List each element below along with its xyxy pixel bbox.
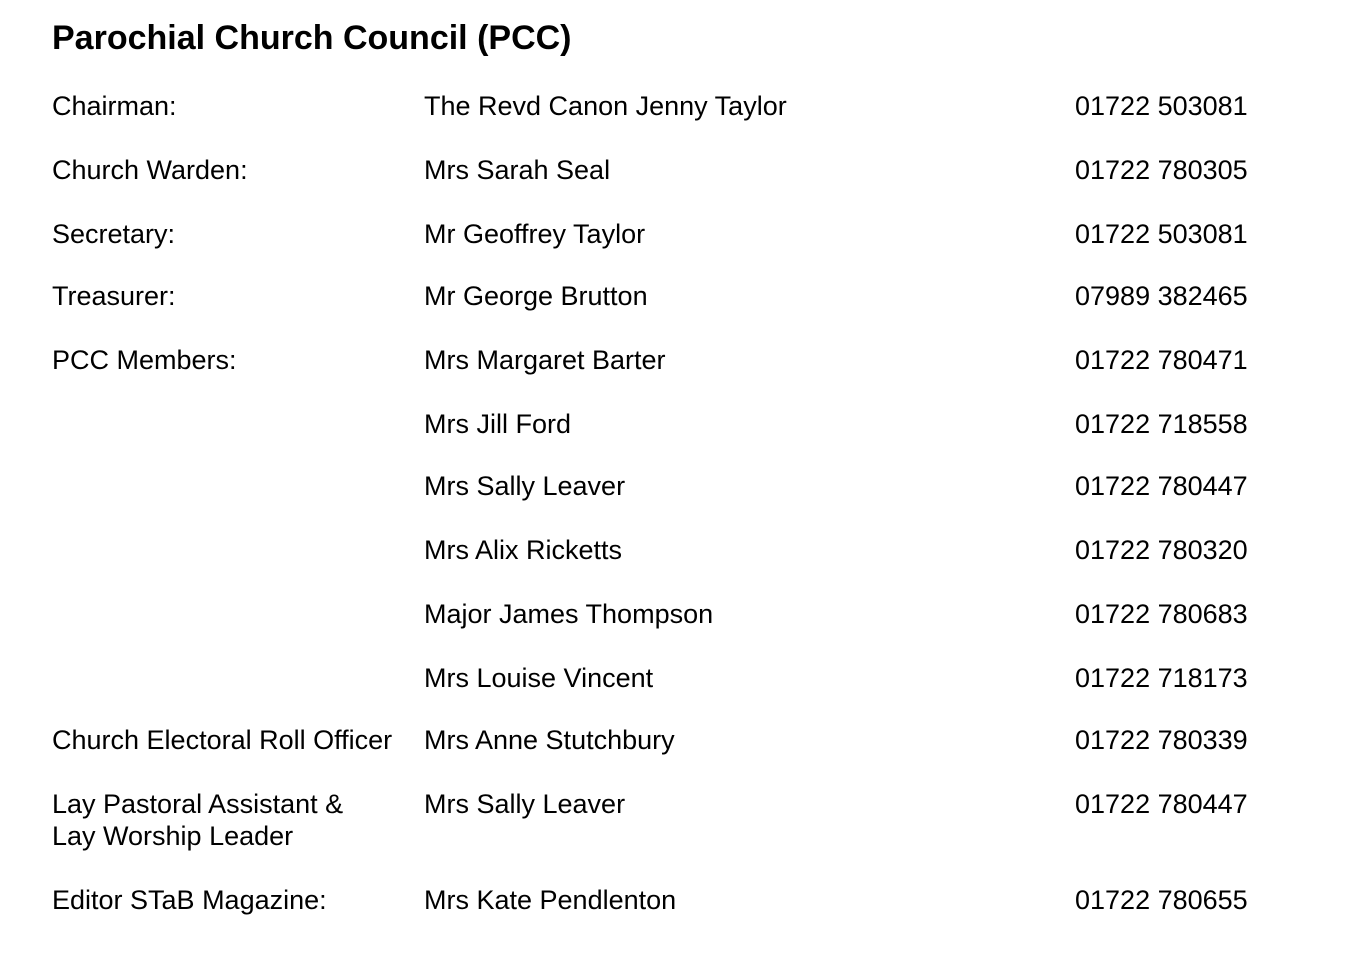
phone-number: 01722 780471 <box>1075 345 1248 375</box>
contact-row <box>0 724 1352 786</box>
contact-row <box>0 598 1352 660</box>
contact-row <box>0 884 1352 946</box>
phone-number: 01722 780320 <box>1075 535 1248 565</box>
role-label-line: Lay Worship Leader <box>52 821 294 851</box>
phone-number: 07989 382465 <box>1075 281 1248 311</box>
person-name: Mrs Sarah Seal <box>424 155 611 185</box>
role-label: Treasurer: <box>52 281 176 311</box>
contact-row <box>0 470 1352 532</box>
phone-number: 01722 780655 <box>1075 885 1248 915</box>
phone-number: 01722 718558 <box>1075 409 1248 439</box>
page-title: Parochial Church Council (PCC) <box>52 19 572 57</box>
role-label <box>52 788 343 852</box>
role-label: Church Warden: <box>52 155 248 185</box>
role-label-line: Lay Pastoral Assistant & <box>52 789 344 819</box>
role-label: Chairman: <box>52 91 177 121</box>
role-label: Editor STaB Magazine: <box>52 885 327 915</box>
person-name: Mrs Louise Vincent <box>424 663 654 693</box>
contact-row <box>0 788 1352 868</box>
phone-number: 01722 780339 <box>1075 725 1248 755</box>
contact-row <box>0 280 1352 342</box>
person-name: Major James Thompson <box>424 599 714 629</box>
phone-number: 01722 780447 <box>1075 789 1248 819</box>
person-name: The Revd Canon Jenny Taylor <box>424 91 787 121</box>
person-name: Mr Geoffrey Taylor <box>424 219 646 249</box>
person-name: Mr George Brutton <box>424 281 648 311</box>
person-name: Mrs Alix Ricketts <box>424 535 623 565</box>
person-name: Mrs Sally Leaver <box>424 789 626 819</box>
contact-row <box>0 408 1352 470</box>
phone-number: 01722 780683 <box>1075 599 1248 629</box>
role-label: Church Electoral Roll Officer <box>52 725 393 755</box>
contact-row <box>0 90 1352 152</box>
phone-number: 01722 780447 <box>1075 471 1248 501</box>
person-name: Mrs Anne Stutchbury <box>424 725 675 755</box>
phone-number: 01722 503081 <box>1075 91 1248 121</box>
contact-row <box>0 218 1352 280</box>
contact-row <box>0 662 1352 724</box>
role-label: Secretary: <box>52 219 176 249</box>
person-name: Mrs Sally Leaver <box>424 471 626 501</box>
phone-number: 01722 503081 <box>1075 219 1248 249</box>
phone-number: 01722 718173 <box>1075 663 1248 693</box>
contact-row <box>0 154 1352 216</box>
person-name: Mrs Jill Ford <box>424 409 571 439</box>
person-name: Mrs Margaret Barter <box>424 345 666 375</box>
contact-row <box>0 344 1352 406</box>
role-label: PCC Members: <box>52 345 237 375</box>
contact-row <box>0 534 1352 596</box>
person-name: Mrs Kate Pendlenton <box>424 885 677 915</box>
phone-number: 01722 780305 <box>1075 155 1248 185</box>
